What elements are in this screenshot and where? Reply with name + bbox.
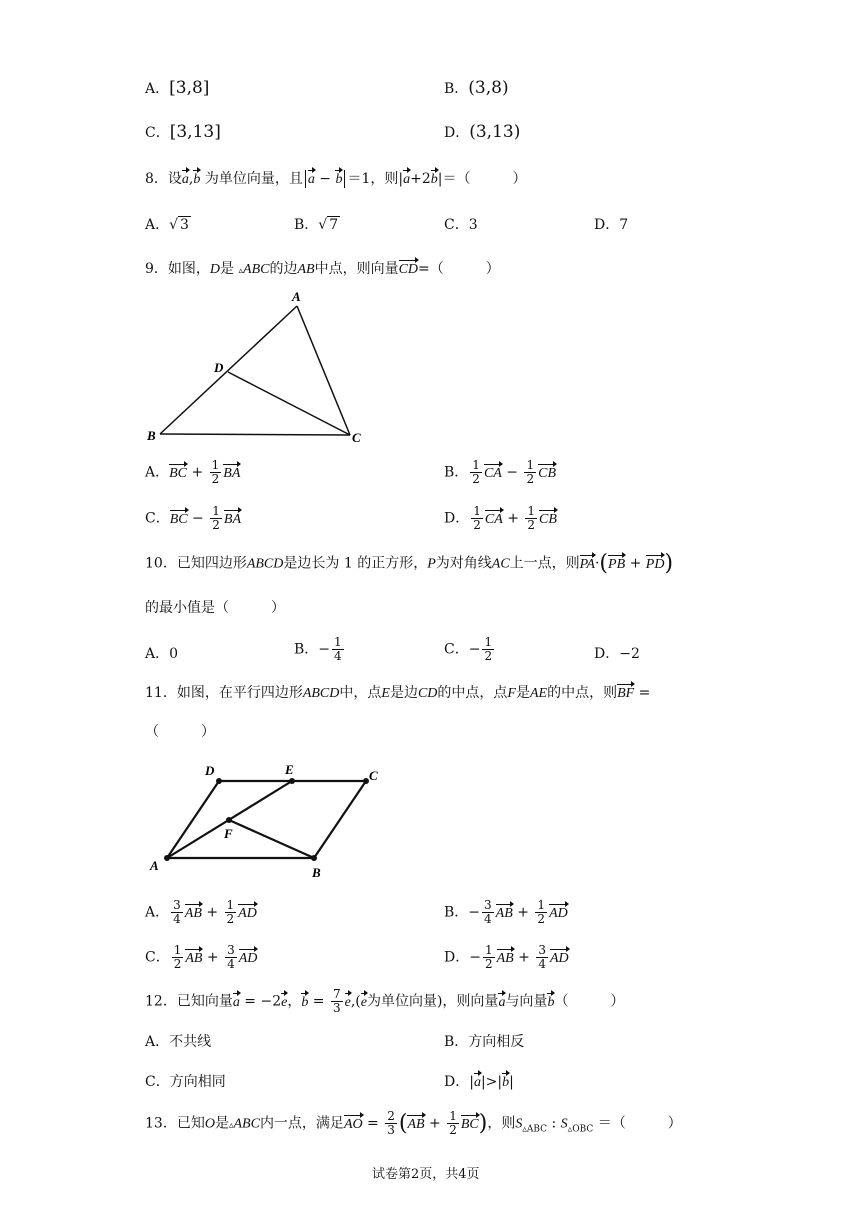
- vertex-a-label: A: [292, 289, 301, 304]
- q11-parallelogram-figure: [140, 758, 400, 880]
- q8-option-b: B．√ 7: [294, 217, 339, 233]
- q10-option-b: B．− $\frac{1}{4}$: [294, 635, 342, 663]
- vertex-e-label: E: [285, 762, 294, 777]
- q11-option-a: A． $\frac{3}{4}$ AB + $\frac{1}{2}$ AD: [145, 898, 257, 926]
- q9-option-b: B． $\frac{1}{2}$ CA − $\frac{1}{2}$ CB: [444, 458, 556, 486]
- q11-option-c: C． $\frac{1}{2}$ AB + $\frac{3}{4}$ AD: [145, 943, 258, 971]
- q10-option-c: C．− $\frac{1}{2}$: [444, 635, 493, 663]
- q12-option-d: D．|a|>|b|: [444, 1074, 514, 1090]
- vertex-d-label: D: [214, 360, 224, 375]
- q8-option-c: C．3: [444, 217, 478, 233]
- vertex-a-label: A: [150, 858, 159, 873]
- q10-option-d: D．−2: [594, 646, 640, 662]
- q9-stem: 9．如图，D是 ▵ABC的边AB中点，则向量CD=（ ）: [145, 261, 500, 277]
- vertex-c-label: C: [352, 430, 361, 445]
- vertex-b-label: B: [312, 865, 321, 880]
- q10-option-a: A．0: [145, 646, 179, 662]
- q12-option-a: A．不共线: [145, 1034, 212, 1050]
- q11-option-b: B．− $\frac{3}{4}$ AB + $\frac{1}{2}$ AD: [444, 898, 568, 926]
- q8-option-d: D．7: [594, 217, 629, 233]
- q10-stem-line2: 的最小值是（ ）: [145, 600, 285, 616]
- vertex-f-label: F: [224, 826, 233, 841]
- q11-stem: 11．如图，在平行四边形ABCD中，点E是边CD的中点，点F是AE的中点，则BF =: [145, 685, 651, 701]
- vertex-b-label: B: [147, 428, 156, 443]
- q9-option-a: A．BC + $\frac{1}{2}$ BA: [145, 458, 241, 486]
- q9-option-d: D． $\frac{1}{2}$ CA + $\frac{1}{2}$ CB: [444, 504, 557, 532]
- q12-option-c: C．方向相同: [145, 1074, 226, 1090]
- q11-option-d: D．− $\frac{1}{2}$ AB + $\frac{3}{4}$ AD: [444, 943, 569, 971]
- vertex-d-label: D: [205, 763, 215, 778]
- q9-option-c: C．BC − $\frac{1}{2}$ BA: [145, 504, 241, 532]
- q9-triangle-figure: [140, 286, 380, 446]
- q7-option-d: D．(3,13): [444, 122, 521, 142]
- q8-stem: 8．设a,b 为单位向量，且 a − b ＝1，则|a+2b|＝（ ）: [145, 171, 527, 187]
- q7-option-c: C．[3,13]: [145, 122, 221, 142]
- page-footer: 试卷第2页，共4页: [372, 1167, 480, 1182]
- q7-option-a: A．[3,8]: [145, 78, 210, 98]
- q12-option-b: B．方向相反: [444, 1034, 525, 1050]
- q10-stem: 10．已知四边形ABCD是边长为 1 的正方形，P为对角线AC上一点，则PA·(PB + PD): [145, 551, 674, 576]
- q8-option-a: A．√ 3: [145, 217, 189, 233]
- vertex-c-label: C: [369, 768, 378, 783]
- q13-stem: 13．已知O是▵ABC内一点，满足AO = $\frac{2}{3}$ (AB + $\frac{1}{2}$ BC)，则$S_{▵ABC}$ : $S_{▵OBC}$ ＝（ ）: [145, 1109, 682, 1137]
- q11-paren: （ ）: [145, 724, 215, 740]
- q12-stem: 12．已知向量a = −2e，b = $\frac{7}{3}$ e,(e为单位向量)，则向量a与向量b（ ）: [145, 987, 625, 1015]
- q7-option-b: B．(3,8): [444, 78, 509, 98]
